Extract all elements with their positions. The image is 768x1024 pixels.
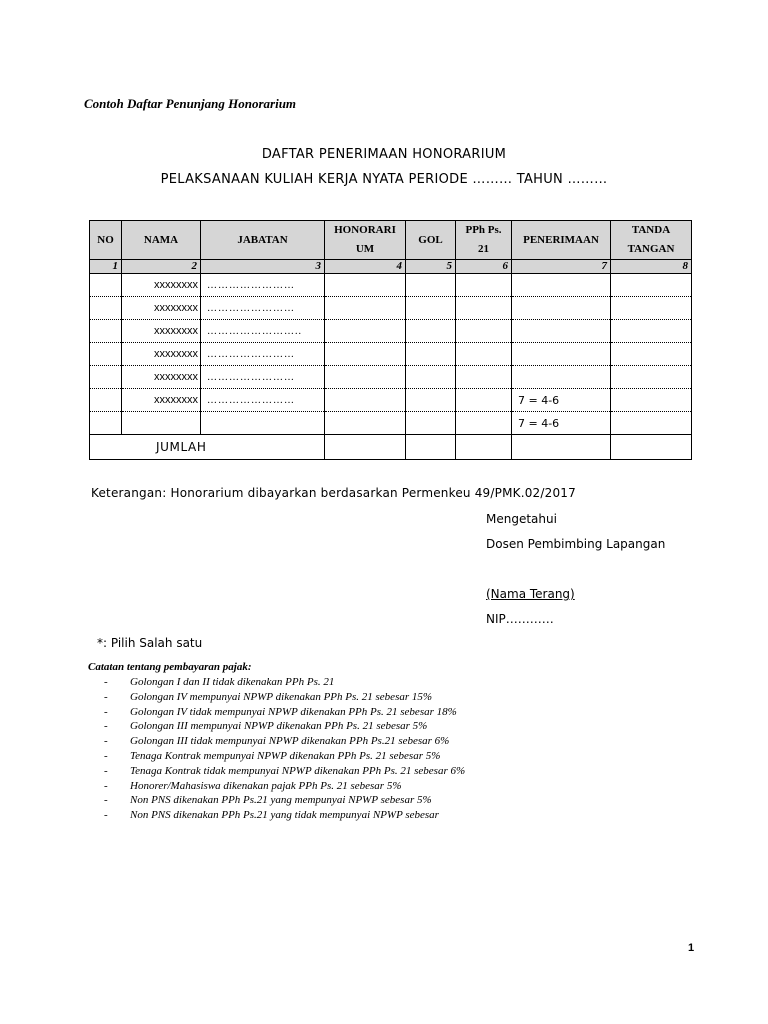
cell-penerimaan	[512, 297, 611, 320]
cell-tanda-tangan	[611, 297, 692, 320]
note-text: Honorer/Mahasiswa dikenakan pajak PPh Ps. 21 sebesar 5%	[130, 779, 402, 792]
cell-nama: xxxxxxxx	[122, 389, 201, 412]
table-row	[90, 366, 692, 389]
cell-honorarium	[325, 389, 406, 412]
column-number-row	[90, 260, 692, 274]
cell-gol	[406, 366, 456, 389]
cell-no	[90, 412, 122, 435]
list-item: - Golongan I dan II tidak dikenakan PPh Ps. 21	[104, 676, 335, 688]
note-text: Golongan IV tidak mempunyai NPWP dikenakan PPh Ps. 21 sebesar 18%	[130, 705, 457, 718]
cell-honorarium	[325, 297, 406, 320]
note-text: Non PNS dikenakan PPh Ps.21 yang tidak mempunyai NPWP sebesar	[130, 809, 439, 822]
header-jabatan: JABATAN	[201, 221, 325, 260]
cell-gol	[406, 274, 456, 297]
column-number: 2	[122, 260, 201, 274]
list-item: - Non PNS dikenakan PPh Ps.21 yang tidak mempunyai NPWP sebesar	[104, 809, 439, 822]
list-item: - Honorer/Mahasiswa dikenakan pajak PPh Ps. 21 sebesar 5%	[104, 779, 402, 792]
header-tanda-line2: TANGAN	[627, 243, 675, 255]
column-number: 7	[512, 260, 611, 274]
cell-pph	[456, 274, 512, 297]
table-header-row	[90, 221, 692, 260]
list-item: - Non PNS dikenakan PPh Ps.21 yang mempunyai NPWP sebesar 5%	[104, 794, 432, 807]
note-text: Non PNS dikenakan PPh Ps.21 yang mempunyai NPWP sebesar 5%	[130, 794, 432, 807]
jumlah-tanda-tangan	[611, 435, 692, 460]
list-item: - Tenaga Kontrak mempunyai NPWP dikenakan PPh Ps. 21 sebesar 5%	[104, 749, 441, 762]
header-honorarium-line1: HONORARI	[334, 224, 396, 236]
table-row	[90, 320, 692, 343]
cell-no	[90, 297, 122, 320]
cell-nama: xxxxxxxx	[122, 343, 201, 366]
cell-pph	[456, 320, 512, 343]
document-subtitle: Contoh Daftar Penunjang Honorarium	[84, 96, 297, 111]
cell-pph	[456, 297, 512, 320]
cell-tanda-tangan	[611, 320, 692, 343]
cell-penerimaan	[512, 320, 611, 343]
cell-penerimaan: 7 = 4-6	[512, 389, 611, 412]
table-row	[90, 389, 692, 412]
cell-no	[90, 320, 122, 343]
jumlah-gol	[406, 435, 456, 460]
cell-jabatan: ……………………	[201, 297, 325, 320]
signature-role: Dosen Pembimbing Lapangan	[486, 537, 666, 551]
signature-nip: NIP…………	[486, 612, 554, 626]
cell-jabatan: ……………………..	[201, 320, 325, 343]
list-item: - Golongan IV tidak mempunyai NPWP dikenakan PPh Ps. 21 sebesar 18%	[104, 705, 457, 718]
list-item: - Golongan IV mempunyai NPWP dikenakan PPh Ps. 21 sebesar 15%	[104, 690, 433, 703]
cell-penerimaan	[512, 274, 611, 297]
document-title: DAFTAR PENERIMAAN HONORARIUM	[261, 147, 507, 162]
header-penerimaan: PENERIMAAN	[512, 221, 611, 260]
note-text: Tenaga Kontrak mempunyai NPWP dikenakan PPh Ps. 21 sebesar 5%	[130, 749, 441, 762]
cell-penerimaan	[512, 343, 611, 366]
cell-jabatan	[201, 412, 325, 435]
cell-honorarium	[325, 343, 406, 366]
column-number: 6	[456, 260, 512, 274]
list-item: - Golongan III tidak mempunyai NPWP dikenakan PPh Ps.21 sebesar 6%	[104, 735, 450, 748]
cell-honorarium	[325, 320, 406, 343]
cell-pph	[456, 366, 512, 389]
note-text: Golongan III mempunyai NPWP dikenakan PPh Ps. 21 sebesar 5%	[130, 720, 428, 733]
header-tanda-line1: TANDA	[631, 224, 671, 236]
cell-gol	[406, 343, 456, 366]
header-nama: NAMA	[122, 221, 201, 260]
jumlah-row	[90, 435, 692, 460]
cell-no	[90, 389, 122, 412]
cell-pph	[456, 412, 512, 435]
jumlah-honorarium	[325, 435, 406, 460]
cell-nama: xxxxxxxx	[122, 320, 201, 343]
table-row	[90, 343, 692, 366]
table-row	[90, 412, 692, 435]
cell-honorarium	[325, 412, 406, 435]
cell-tanda-tangan	[611, 343, 692, 366]
cell-tanda-tangan	[611, 274, 692, 297]
cell-jabatan: ……………………	[201, 389, 325, 412]
cell-tanda-tangan	[611, 366, 692, 389]
cell-penerimaan	[512, 366, 611, 389]
cell-gol	[406, 297, 456, 320]
cell-nama: xxxxxxxx	[122, 274, 201, 297]
page-number: 1	[688, 942, 695, 954]
cell-jabatan: ……………………	[201, 343, 325, 366]
jumlah-label: JUMLAH	[90, 435, 325, 460]
signature-mengetahui: Mengetahui	[486, 512, 557, 526]
list-item: - Tenaga Kontrak tidak mempunyai NPWP dikenakan PPh Ps. 21 sebesar 6%	[104, 764, 466, 777]
notes-title: Catatan tentang pembayaran pajak:	[88, 661, 252, 673]
header-gol: GOL	[406, 221, 456, 260]
cell-honorarium	[325, 274, 406, 297]
note-text: Golongan I dan II tidak dikenakan PPh Ps. 21	[130, 676, 335, 688]
note-text: Golongan IV mempunyai NPWP dikenakan PPh Ps. 21 sebesar 15%	[130, 690, 433, 703]
cell-no	[90, 274, 122, 297]
note-text: Tenaga Kontrak tidak mempunyai NPWP dikenakan PPh Ps. 21 sebesar 6%	[130, 764, 466, 777]
cell-honorarium	[325, 366, 406, 389]
cell-tanda-tangan	[611, 389, 692, 412]
cell-jabatan: ……………………	[201, 366, 325, 389]
column-number: 5	[406, 260, 456, 274]
table-row	[90, 274, 692, 297]
header-tanda-tangan	[611, 221, 692, 260]
notes-list	[104, 675, 465, 823]
header-no: NO	[90, 221, 122, 260]
header-pph-line2: 21	[478, 243, 489, 255]
column-number: 3	[201, 260, 325, 274]
cell-pph	[456, 343, 512, 366]
jumlah-pph	[456, 435, 512, 460]
note-text: Golongan III tidak mempunyai NPWP dikenakan PPh Ps.21 sebesar 6%	[130, 735, 450, 748]
header-honorarium-line2: UM	[355, 243, 375, 255]
cell-nama: xxxxxxxx	[122, 297, 201, 320]
column-number: 1	[90, 260, 122, 274]
cell-nama	[122, 412, 201, 435]
cell-tanda-tangan	[611, 412, 692, 435]
cell-nama: xxxxxxxx	[122, 366, 201, 389]
cell-gol	[406, 389, 456, 412]
honorarium-table	[89, 220, 692, 460]
document-title-period: PELAKSANAAN KULIAH KERJA NYATA PERIODE ……… TAHUN ………	[160, 172, 608, 187]
column-number: 8	[611, 260, 692, 274]
column-number: 4	[325, 260, 406, 274]
cell-no	[90, 343, 122, 366]
cell-penerimaan: 7 = 4-6	[512, 412, 611, 435]
cell-jabatan: ……………………	[201, 274, 325, 297]
signature-name: (Nama Terang)	[486, 587, 575, 601]
header-honorarium	[325, 221, 406, 260]
cell-gol	[406, 320, 456, 343]
header-pph	[456, 221, 512, 260]
jumlah-penerimaan	[512, 435, 611, 460]
cell-no	[90, 366, 122, 389]
keterangan-text: Keterangan: Honorarium dibayarkan berdasarkan Permenkeu 49/PMK.02/2017	[91, 486, 576, 500]
list-item: - Golongan III mempunyai NPWP dikenakan PPh Ps. 21 sebesar 5%	[104, 720, 428, 733]
footnote-pilih: *: Pilih Salah satu	[97, 636, 203, 650]
cell-gol	[406, 412, 456, 435]
cell-pph	[456, 389, 512, 412]
table-row	[90, 297, 692, 320]
header-pph-line1: PPh Ps.	[465, 224, 502, 236]
